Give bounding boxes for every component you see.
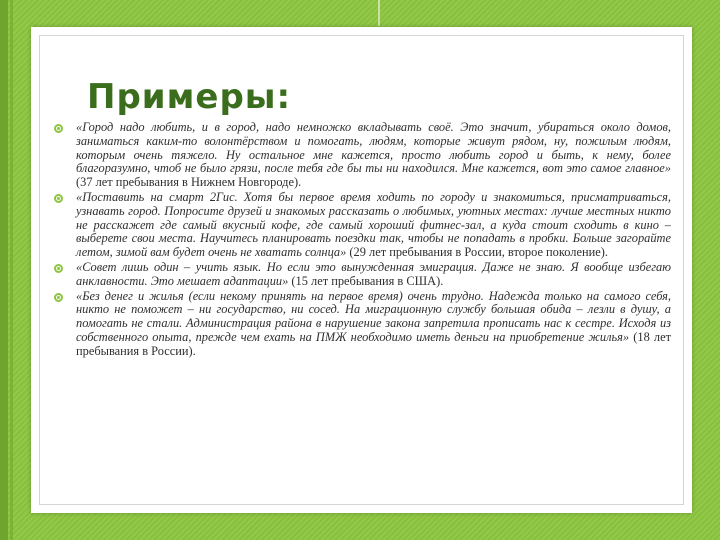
item-source: (15 лет пребывания в США). (288, 273, 444, 288)
decorative-stripe (0, 0, 8, 540)
item-quote: «Без денег и жилья (если некому принять на первое время) очень трудно. Надежда только на самого себя, никто не поможет – ни государство, ни сосед. На миграционную службу большая обида – лезли в душу, а помогать не стали. Администрация района в нарушение закона запретила прописать нас к сестре. Исходя из собственного опыта, прежде чем ехать на ПМЖ необходимо иметь деньги на приобретение жилья» (76, 288, 671, 344)
list-item (51, 121, 671, 190)
bullet-icon (54, 124, 63, 133)
item-source: (18 лет пребывания в России). (76, 329, 672, 358)
decorative-corner-line (378, 0, 680, 26)
slide-content (51, 121, 671, 360)
item-source: (37 лет пребывания в Нижнем Новгороде). (76, 175, 302, 190)
item-quote: «Совет лишь один – учить язык. Но если это вынужденная эмиграция. Даже не знаю. Я вообще избегаю анклавности. Это мешает адаптации» (76, 259, 671, 288)
slide-title: Примеры: (87, 77, 292, 117)
bullet-icon (54, 194, 63, 203)
item-quote: «Город надо любить, и в город, надо немножко вкладывать своё. Это значит, убираться около домов, заниматься каким-то волонтёрством и помогать, людям, которые живут рядом, ну, пожилым людям, которым очень тяжело. Ну остальное мне кажется, просто любить город и быть, к нему, более благоразумно, чтоб не было грязи, после тебя где бы ты ни находился. Мне кажется, вот это самое главное» (76, 120, 671, 176)
item-quote: «Поставить на смарт 2Гис. Хотя бы первое время ходить по городу и знакомиться, присматриваться, узнавать город. Попросите друзей и знакомых рассказать о любимых, уютных местах: лучше местных никто не расскажет где самый вкусный кофе, где самый хороший фитнес-зал, а куда стоит сходить в кино – выберете свои места. Научитесь планировать поездки так, чтобы не попадать в пробки. Больше загорайте летом, зимой вам будет очень не хватать солнца» (76, 189, 671, 260)
item-source: (29 лет пребывания в России, второе поколение). (346, 245, 608, 260)
bullet-icon (54, 293, 63, 302)
slide (31, 27, 692, 513)
list-item (51, 191, 671, 260)
bullet-icon (54, 264, 63, 273)
list-item (51, 261, 671, 289)
decorative-stripe-thin (10, 0, 13, 540)
list-item (51, 290, 671, 359)
